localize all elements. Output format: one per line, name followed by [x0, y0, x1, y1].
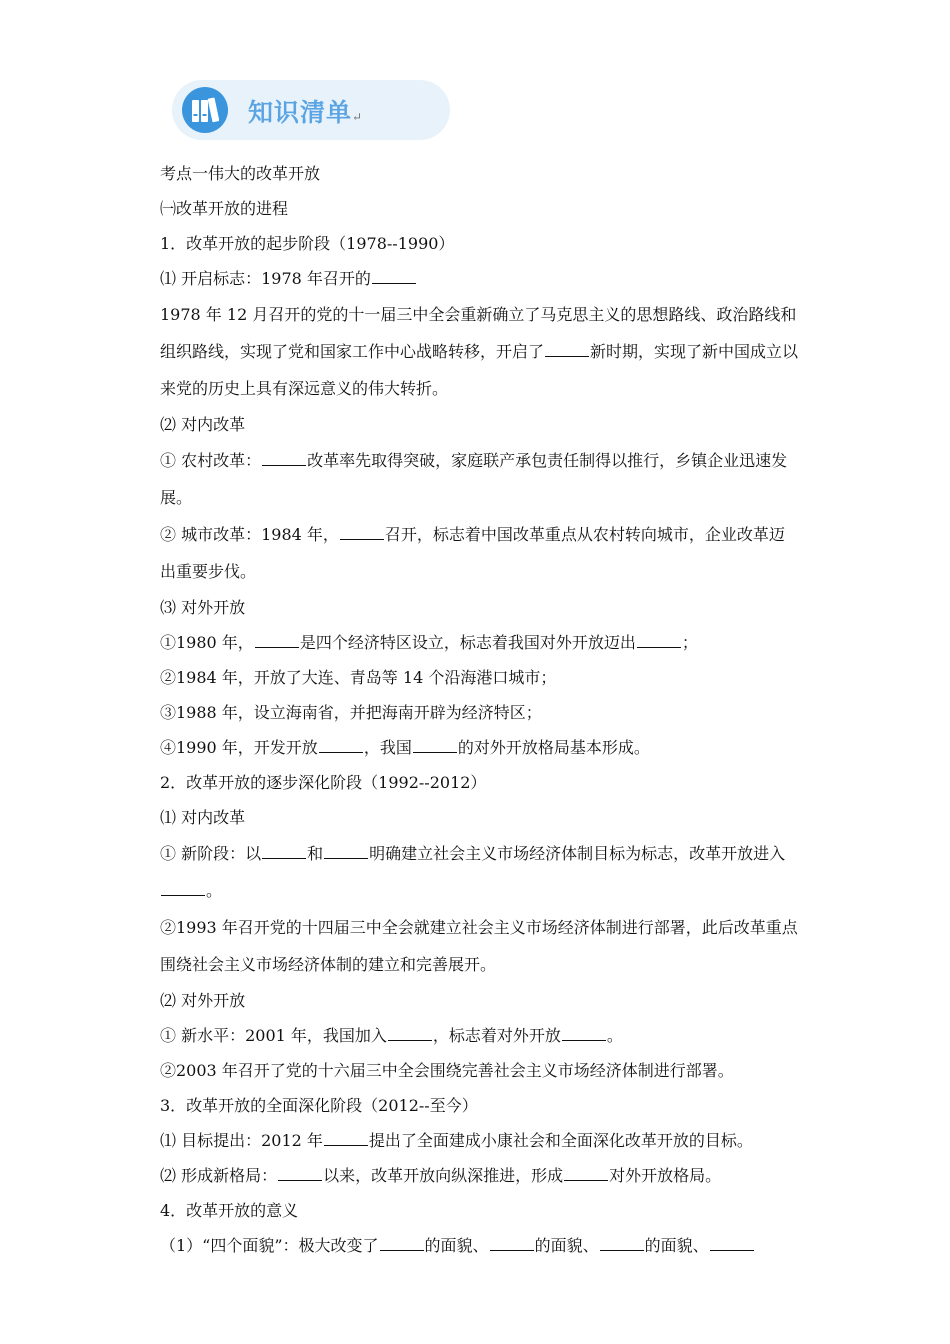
paragraph: 1978 年 12 月召开的党的十一届三中全会重新确立了马克思主义的思想路线、政治路线和组织路线，实现了党和国家工作中心战略转移，开启了 新时期，实现了新中国成立以来党的历史上具有深远意义的伟大转折。 [160, 305, 799, 398]
banner-title: 知识清单↵ [248, 98, 364, 127]
stage4-title: 4．改革开放的意义 [160, 1201, 299, 1220]
paragraph: ⑴ 开启标志：1978 年召开的 [160, 261, 800, 296]
fill-blank [161, 881, 205, 896]
return-mark: ↵ [352, 110, 364, 124]
stage1-title: 1．改革开放的起步阶段（1978--1990） [160, 234, 455, 253]
fill-blank [413, 738, 457, 753]
books-icon [182, 87, 228, 133]
document-body [160, 156, 800, 1263]
paragraph: ① 新阶段：以 和 明确建立社会主义市场经济体制目标为标志，改革开放进入。 [160, 844, 786, 900]
topic-heading: 考点一伟大的改革开放 [160, 164, 321, 183]
paragraph: ④1990 年，开发开放 ，我国 的对外开放格局基本形成。 [160, 738, 650, 757]
paragraph: ⑵ 对外开放 [160, 991, 246, 1010]
paragraph: ⑴ 对内改革 [160, 808, 246, 827]
paragraph: （1）“四个面貌”：极大改变了 的面貌、 的面貌、 的面貌、 [160, 1228, 800, 1263]
fill-blank [324, 1131, 368, 1146]
fill-blank [637, 633, 681, 648]
fill-blank [340, 525, 384, 540]
stage2-title: 2．改革开放的逐步深化阶段（1992--2012） [160, 773, 487, 792]
paragraph: ②2003 年召开了党的十六届三中全会围绕完善社会主义市场经济体制进行部署。 [160, 1061, 734, 1080]
paragraph: ① 新水平：2001 年，我国加入 ，标志着对外开放 。 [160, 1026, 623, 1045]
paragraph: ②1984 年，开放了大连、青岛等 14 个沿海港口城市； [160, 668, 557, 687]
fill-blank [388, 1026, 432, 1041]
paragraph: ⑶ 对外开放 [160, 598, 246, 617]
fill-blank [319, 738, 363, 753]
fill-blank [380, 1236, 424, 1251]
paragraph: ①1980 年， 是四个经济特区设立，标志着我国对外开放迈出 ； [160, 633, 698, 652]
fill-blank [710, 1236, 754, 1251]
fill-blank [600, 1236, 644, 1251]
stage3-title: 3．改革开放的全面深化阶段（2012--至今） [160, 1096, 478, 1115]
paragraph: ③1988 年，设立海南省，并把海南开辟为经济特区； [160, 703, 542, 722]
fill-blank [490, 1236, 534, 1251]
fill-blank [372, 269, 416, 284]
fill-blank [545, 342, 589, 357]
fill-blank [262, 451, 306, 466]
subsection-heading: ㈠改革开放的进程 [160, 199, 289, 218]
fill-blank [255, 633, 299, 648]
paragraph: ② 城市改革：1984 年， 召开，标志着中国改革重点从农村转向城市，企业改革迈出重要步伐。 [160, 525, 785, 581]
fill-blank [324, 844, 368, 859]
paragraph: ②1993 年召开党的十四届三中全会就建立社会主义市场经济体制进行部署，此后改革重点围绕社会主义市场经济体制的建立和完善展开。 [160, 918, 798, 974]
fill-blank [564, 1166, 608, 1181]
section-banner [172, 80, 450, 140]
paragraph: ⑵ 对内改革 [160, 415, 246, 434]
paragraph: ① 农村改革： 改革率先取得突破，家庭联产承包责任制得以推行，乡镇企业迅速发展。 [160, 451, 788, 507]
paragraph: ⑴ 目标提出：2012 年 提出了全面建成小康社会和全面深化改革开放的目标。 [160, 1131, 753, 1150]
paragraph: ⑵ 形成新格局： 以来，改革开放向纵深推进，形成 对外开放格局。 [160, 1166, 722, 1185]
fill-blank [562, 1026, 606, 1041]
fill-blank [262, 844, 306, 859]
fill-blank [278, 1166, 322, 1181]
